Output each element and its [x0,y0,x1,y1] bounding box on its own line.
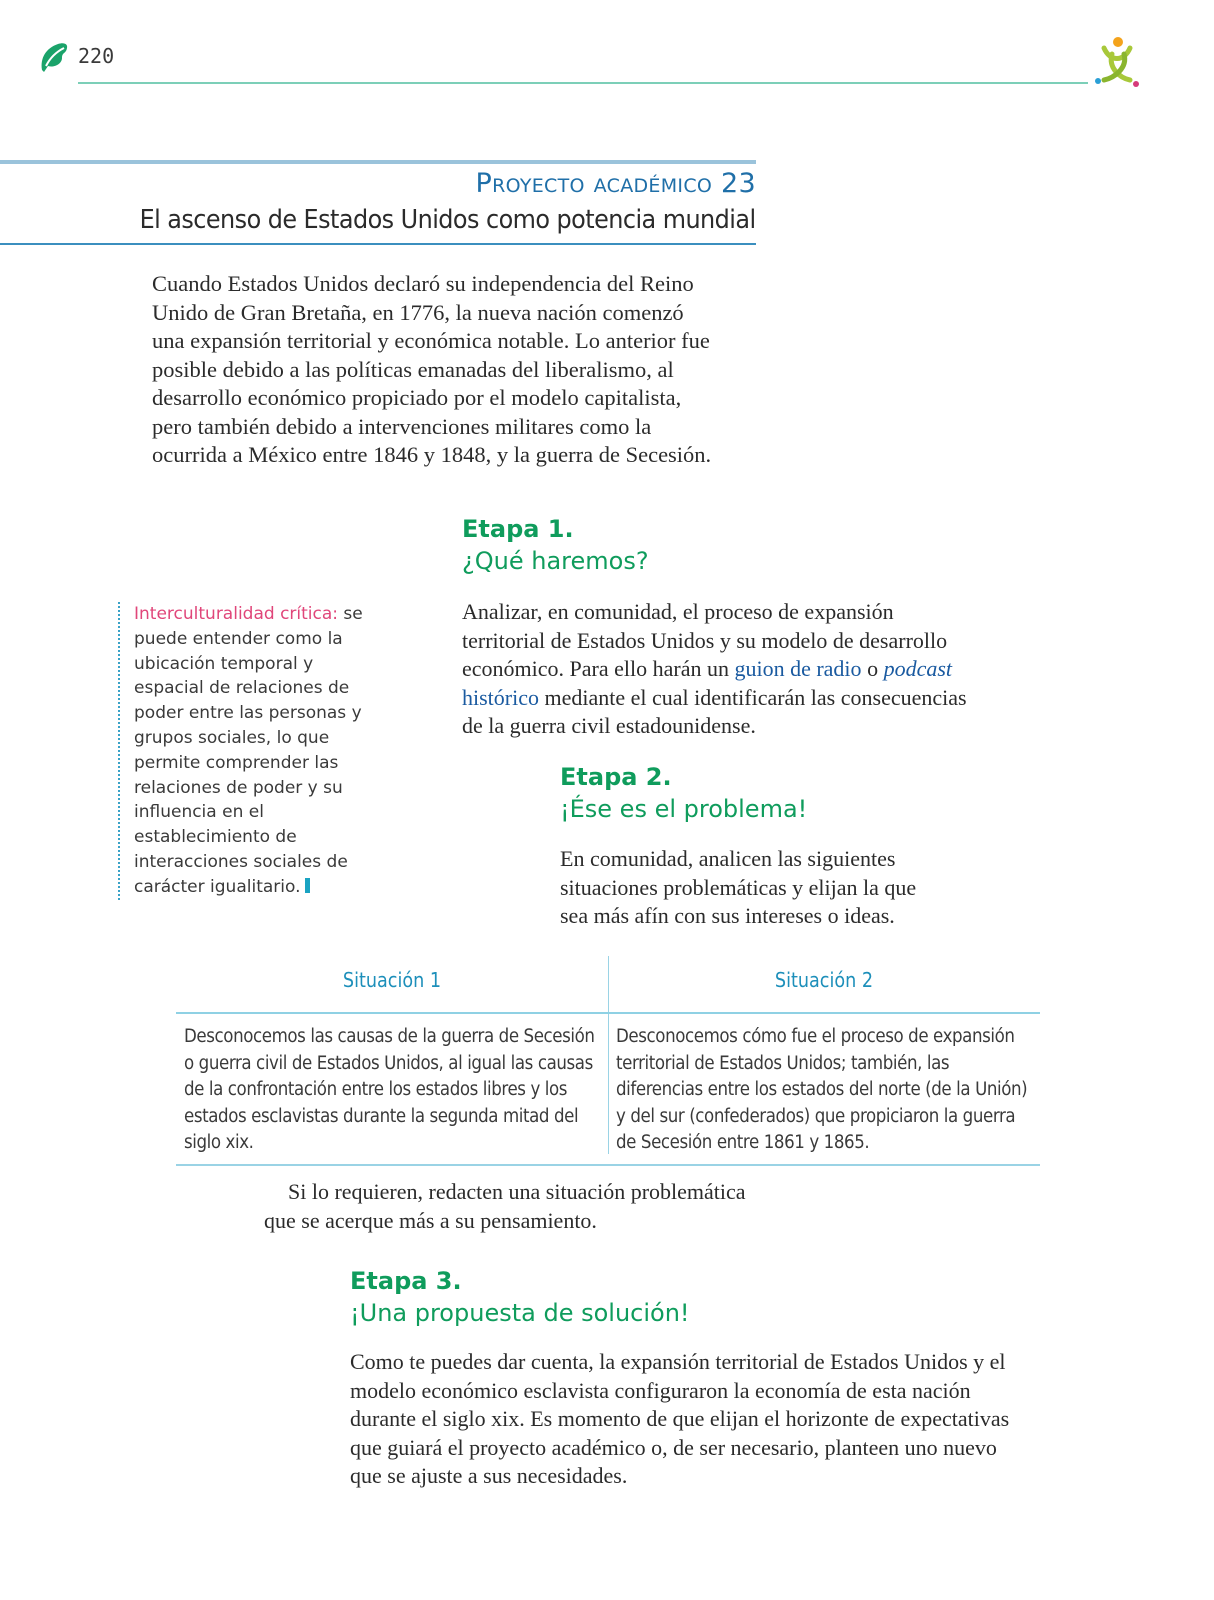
etapa1-number: Etapa 1. [462,515,574,543]
situations-table [176,968,1040,1174]
etapa3-text: Como te puedes dar cuenta, la expansión territorial de Estados Unidos y el modelo económico esclavista configuraron la economía de esta nación durante el siglo xix. Es momento de que elijan el horizonte de expectativas que guiará el proyecto académico o, de ser necesario, planteen uno nuevo que se ajuste a sus necesidades. [350,1349,1010,1488]
table-header-2: Situación 2 [774,968,874,992]
historico-term: histórico [462,684,539,710]
project-label: Proyecto académico 23 [475,168,756,199]
etapa1-text: Analizar, en comunidad, el proceso de expansión territorial de Estados Unidos y su modelo de desarrollo económico. Para ello harán un guion de radio o podcast histórico mediante el cual identificarán las consecuencias de la guerra civil estadounidense. [462,599,967,738]
side-note-glossary [118,602,379,900]
table-divider [608,956,609,1154]
etapa2-number: Etapa 2. [560,763,672,791]
title-rule-top [0,160,756,164]
table-header-1: Situación 1 [342,968,442,992]
glossary-definition: se puede entender como la ubicación temporal y espacial de relaciones de poder entre las personas y grupos sociales, lo que permite comprender las relaciones de poder y su influencia en el establecimiento de interacciones sociales de carácter igualitario. [134,604,363,897]
page-number: 220 [78,44,115,68]
guion-radio-link: guion de radio [734,656,862,681]
podcast-term: podcast [883,656,953,681]
table-cell-1: Desconocemos las causas de la guerra de Secesión o guerra civil de Estados Unidos, al igual las causas de la confrontación entre los estados libres y los estados esclavistas durante la segunda mitad del siglo xix. [184,1026,595,1153]
etapa2-subtitle: ¡Ése es el problema! [560,795,808,823]
table-header-rule [176,1012,1040,1014]
intro-paragraph: Cuando Estados Unidos declaró su independencia del Reino Unido de Gran Bretaña, en 1776, la nueva nación comenzó una expansión territorial y económica notable. Lo anterior fue posible debido a las políticas emanadas del liberalismo, al desarrollo económico propiciado por el modelo capitalista, pero también debido a intervenciones militares como la ocurrida a México entre 1846 y 1848, y la guerra de Secesión. [152,271,712,467]
etapa3-subtitle: ¡Una propuesta de solución! [350,1299,690,1327]
header-rule [78,82,1088,84]
etapa2-heading [560,763,807,823]
after-table-text: Si lo requieren, redacten una situación problemática que se acerque más a su pensamiento. [264,1179,746,1233]
table-bottom-rule [176,1164,1040,1166]
etapa3-heading [350,1267,690,1327]
logo-icon [1090,34,1142,90]
etapa1-subtitle: ¿Qué haremos? [462,547,649,575]
project-title: El ascenso de Estados Unidos como potencia mundial [139,205,756,235]
glossary-term: Interculturalidad crítica: [134,604,339,624]
etapa1-heading [462,515,649,575]
end-marker-icon [305,878,310,893]
etapa3-number: Etapa 3. [350,1267,462,1295]
etapa2-text: En comunidad, analicen las siguientes situaciones problemáticas y elijan la que sea más afín con sus intereses o ideas. [560,846,917,928]
leaf-icon [36,40,70,74]
title-rule-bottom [0,243,756,245]
table-cell-2: Desconocemos cómo fue el proceso de expansión territorial de Estados Unidos; también, las diferencias entre los estados del norte (de la Unión) y del sur (confederados) que propiciaron la guerra de Secesión entre 1861 y 1865. [616,1026,1028,1153]
